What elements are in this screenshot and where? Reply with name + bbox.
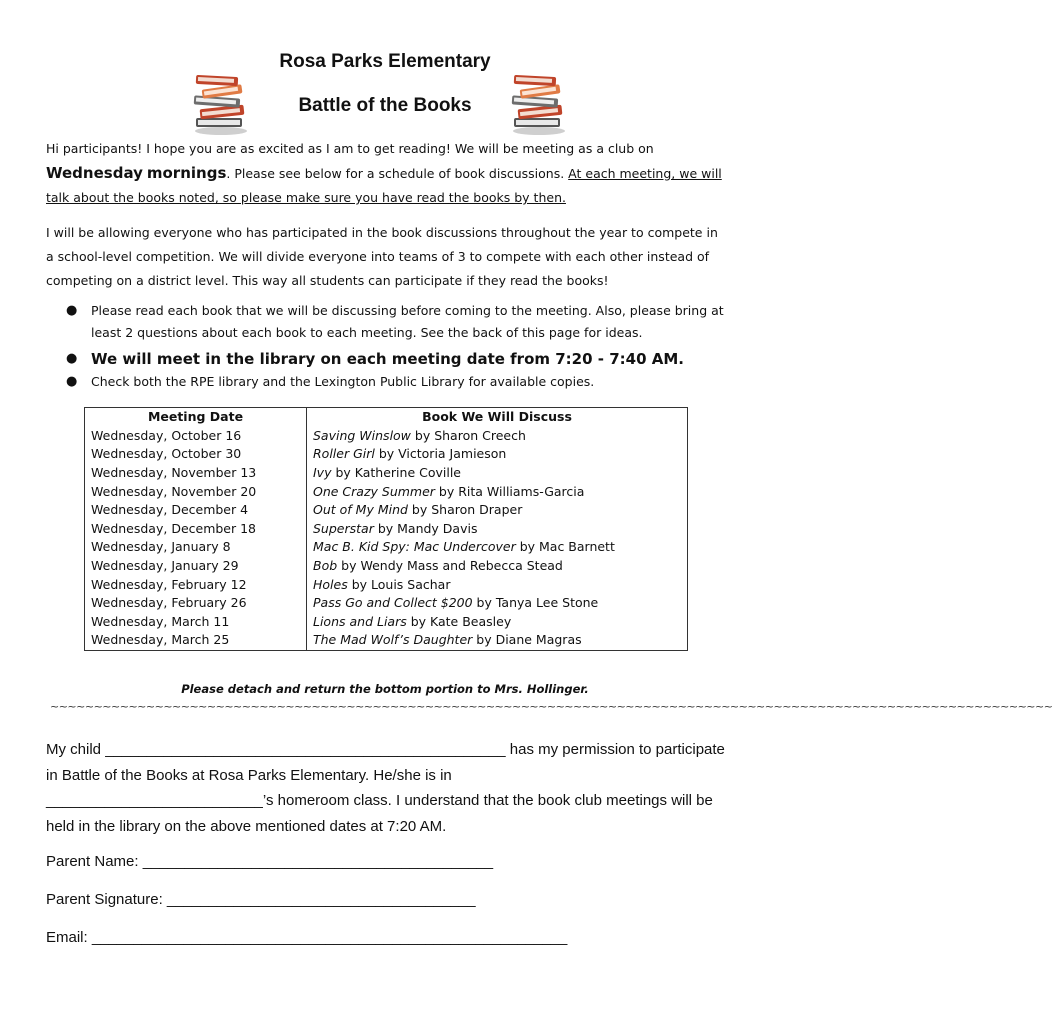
child-name-blank: ________________________________________________	[105, 741, 506, 758]
program-title: Battle of the Books	[298, 95, 472, 116]
book-title: Bob	[313, 558, 338, 574]
table-row	[85, 501, 688, 520]
intro-paragraph	[46, 137, 726, 210]
permission-statement	[46, 737, 736, 839]
parent-signature-blank: _____________________________________	[166, 891, 476, 908]
parent-signature-field	[46, 891, 476, 908]
meeting-date-cell: Wednesday, March 11	[85, 613, 307, 632]
meeting-date-cell: Wednesday, November 20	[85, 482, 307, 501]
homeroom-teacher-blank: __________________________	[46, 792, 263, 809]
schedule-body	[85, 427, 688, 651]
school-title: Rosa Parks Elementary	[279, 51, 491, 72]
book-author: by Katherine Coville	[331, 465, 461, 481]
list-item-text: We will meet in the library on each meeting date from 7:20 - 7:40 AM.	[91, 350, 684, 368]
meeting-date-cell: Wednesday, October 16	[85, 427, 307, 446]
book-author: by Mandy Davis	[373, 520, 478, 536]
book-title: Lions and Liars	[313, 613, 407, 629]
permission-text-cont: has my permission to participate in Battle of the Books at Rosa Parks Elementary. He/she is in	[46, 741, 725, 784]
book-cell	[307, 631, 688, 650]
list-item-text: Please read each book that we will be discussing before coming to the meeting. Also, please bring at least 2 questions about each book to each meeting. See the back of this page for ideas.	[91, 303, 724, 340]
meeting-date-cell: Wednesday, November 13	[85, 464, 307, 483]
book-cell	[307, 575, 688, 594]
book-title: Ivy	[313, 465, 332, 481]
book-title: Superstar	[313, 520, 374, 536]
meeting-date-cell: Wednesday, December 4	[85, 501, 307, 520]
intro-underlined-note: At each meeting, we will talk about the books noted, so please make sure you have read the books by then.	[46, 166, 722, 205]
meeting-date-cell: Wednesday, February 12	[85, 575, 307, 594]
book-title: Mac B. Kid Spy: Mac Undercover	[313, 539, 516, 555]
book-author: by Tanya Lee Stone	[472, 595, 599, 611]
meeting-date-cell: Wednesday, December 18	[85, 520, 307, 539]
book-title: Saving Winslow	[313, 427, 411, 443]
meeting-date-cell: Wednesday, January 29	[85, 557, 307, 576]
meeting-date-cell: Wednesday, March 25	[85, 631, 307, 650]
book-cell	[307, 427, 688, 446]
parent-name-blank: __________________________________________	[142, 853, 494, 870]
table-header-row	[85, 408, 688, 427]
book-title: Roller Girl	[313, 446, 375, 462]
meeting-date-cell: Wednesday, February 26	[85, 594, 307, 613]
book-title: Pass Go and Collect $200	[313, 595, 473, 611]
table-row	[85, 538, 688, 557]
parent-signature-label: Parent Signature:	[46, 891, 167, 908]
list-item	[66, 347, 726, 371]
book-cell	[307, 482, 688, 501]
bullet-icon: ●	[66, 351, 78, 366]
book-title: Holes	[313, 576, 348, 592]
table-row	[85, 427, 688, 446]
book-author: by Wendy Mass and Rebecca Stead	[337, 558, 563, 574]
book-cell	[307, 520, 688, 539]
book-title: One Crazy Summer	[313, 483, 435, 499]
table-row	[85, 613, 688, 632]
email-label: Email:	[46, 929, 92, 946]
table-row	[85, 445, 688, 464]
intro-text: Hi participants! I hope you are as excited as I am to get reading! We will be meeting as a club on	[46, 141, 654, 156]
table-row	[85, 482, 688, 501]
intro-emphasis-time: mornings	[146, 164, 227, 182]
list-item	[66, 371, 726, 393]
book-title: Out of My Mind	[313, 502, 408, 518]
book-cell	[307, 464, 688, 483]
bullet-icon: ●	[66, 303, 78, 318]
book-author: by Sharon Draper	[407, 502, 523, 518]
column-header-book: Book We Will Discuss	[307, 408, 688, 427]
permission-text-end: ’s homeroom class. I understand that the book club meetings will be held in the library on the above mentioned dates at 7:20 AM.	[46, 792, 713, 835]
parent-name-field	[46, 853, 493, 870]
list-item-text: Check both the RPE library and the Lexington Public Library for available copies.	[91, 374, 595, 389]
book-author: by Kate Beasley	[406, 613, 512, 629]
column-header-date: Meeting Date	[85, 408, 307, 427]
detach-note: Please detach and return the bottom portion to Mrs. Hollinger.	[181, 682, 589, 696]
email-blank: _________________________________________________________	[91, 929, 568, 946]
competition-paragraph: I will be allowing everyone who has participated in the book discussions throughout the year to compete in a school-level competition. We will divide everyone into teams of 3 to compete with each other instead of competing on a district level. This way all students can participate if they read the books!	[46, 225, 718, 288]
intro-emphasis-day: Wednesday	[46, 164, 143, 182]
book-cell	[307, 538, 688, 557]
table-row	[85, 594, 688, 613]
table-row	[85, 520, 688, 539]
book-cell	[307, 445, 688, 464]
book-author: by Diane Magras	[472, 632, 582, 648]
tear-line: ~~~~~~~~~~~~~~~~~~~~~~~~~~~~~~~~~~~~~~~~~~~~~~~~~~~~~~~~~~~~~~~~~~~~~~~~~~~~~~~~~~~~~~~~~~~~~~~~~~~~~~~~~~~~~~~~~~~	[50, 700, 1052, 713]
meeting-date-cell: Wednesday, October 30	[85, 445, 307, 464]
table-row	[85, 464, 688, 483]
instruction-list	[66, 300, 726, 393]
book-author: by Victoria Jamieson	[374, 446, 507, 462]
book-cell	[307, 557, 688, 576]
book-cell	[307, 501, 688, 520]
book-author: by Mac Barnett	[515, 539, 615, 555]
book-cell	[307, 594, 688, 613]
list-item	[66, 300, 726, 344]
parent-name-label: Parent Name:	[46, 853, 143, 870]
permission-text: My child	[46, 741, 106, 758]
bullet-icon: ●	[66, 374, 78, 389]
intro-text-cont: . Please see below for a schedule of book discussions.	[226, 166, 569, 181]
table-row	[85, 631, 688, 650]
book-author: by Rita Williams-Garcia	[434, 483, 585, 499]
schedule-table	[84, 407, 688, 651]
book-cell	[307, 613, 688, 632]
book-title: The Mad Wolf’s Daughter	[313, 632, 473, 648]
meeting-date-cell: Wednesday, January 8	[85, 538, 307, 557]
table-row	[85, 557, 688, 576]
email-field	[46, 929, 567, 946]
table-row	[85, 575, 688, 594]
book-author: by Sharon Creech	[410, 427, 526, 443]
book-author: by Louis Sachar	[347, 576, 451, 592]
